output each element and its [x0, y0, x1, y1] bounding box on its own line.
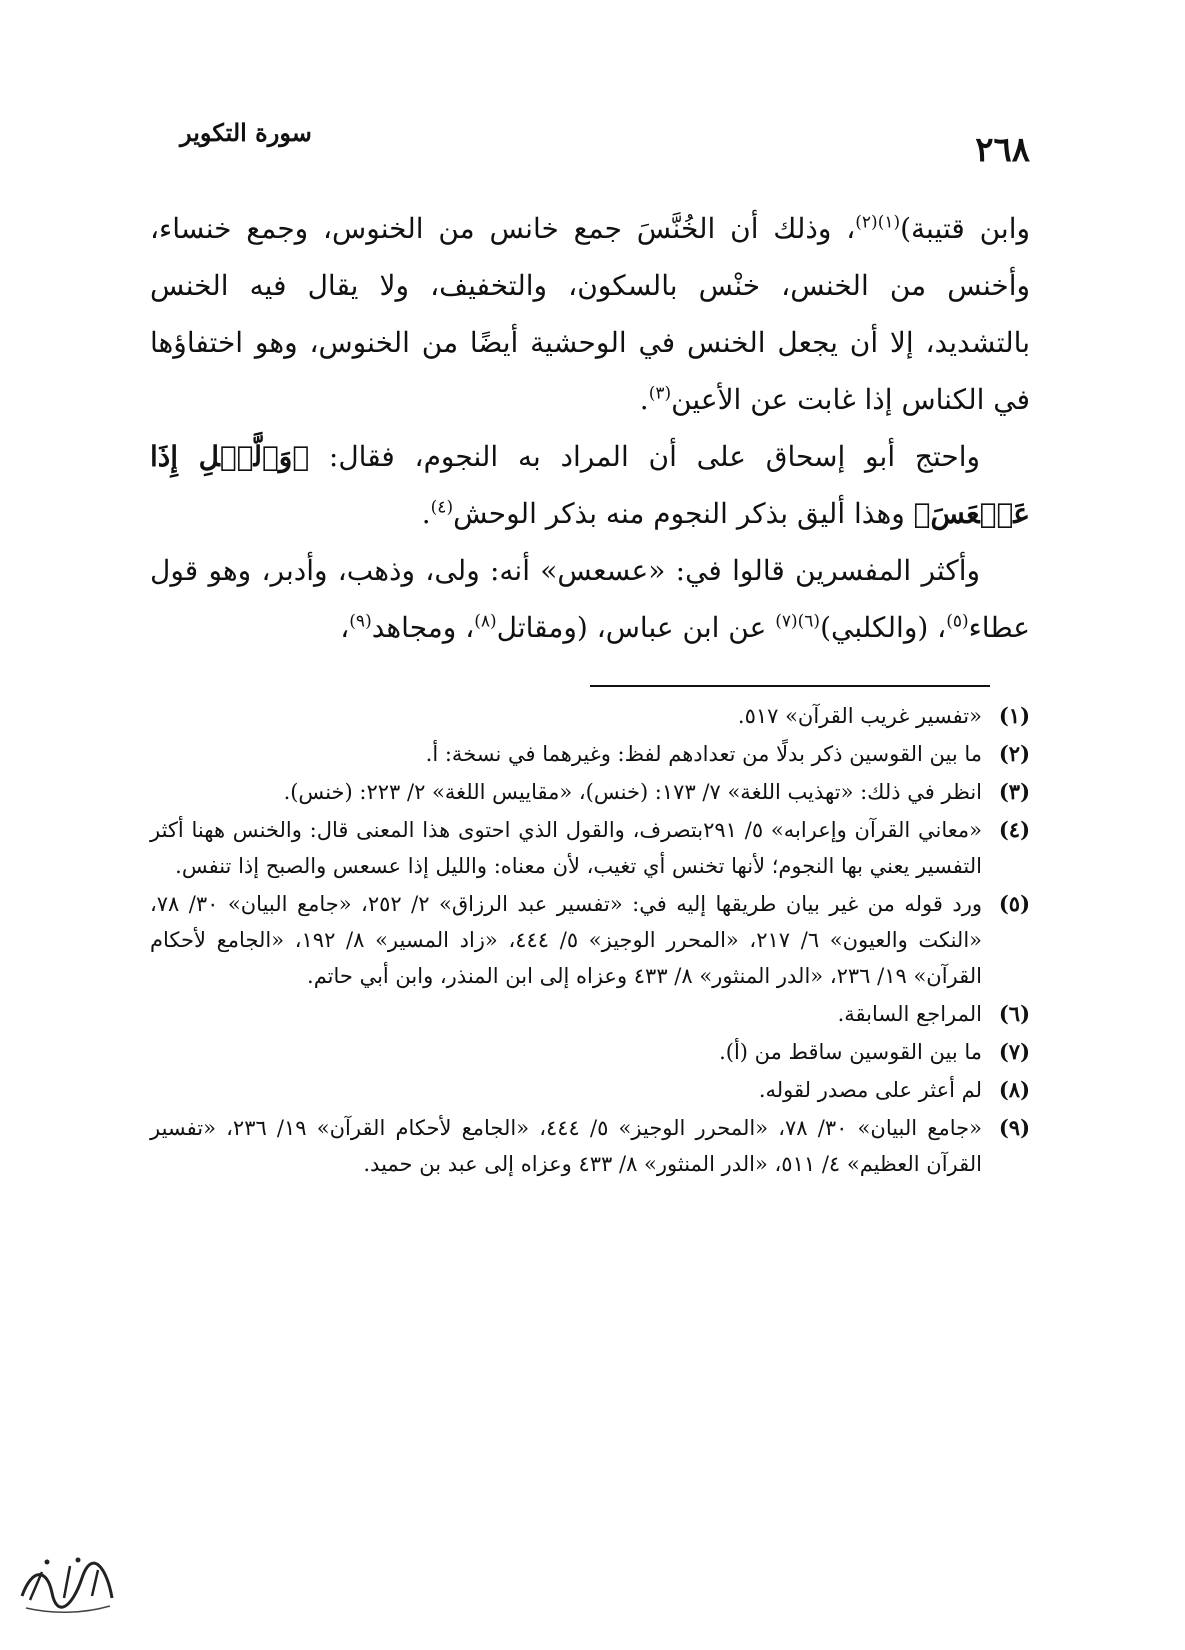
footnote-ref-6[interactable]: (٦): [797, 611, 821, 632]
footnote-ref-8[interactable]: (٨): [474, 611, 497, 632]
paragraph-text: واحتج أبو إسحاق على أن المراد به النجوم، فقال:: [309, 440, 981, 473]
paragraph-text: ، (والكلبي): [820, 611, 947, 644]
surah-title: سورة التكوير: [180, 118, 312, 147]
paragraph-text: وأكثر المفسرين قالوا في: «عسعس» أنه: ولى، وذهب، وأدبر، وهو قول عطاء: [150, 554, 1030, 644]
footnote-separator: [590, 685, 990, 687]
footnote-number: (٧): [998, 1039, 1030, 1064]
footnote-text: «جامع البيان» ٣٠/ ٧٨، «المحرر الوجيز» ٥/ ٤٤٤، «الجامع لأحكام القرآن» ١٩/ ٢٣٦، «تفسير القرآن العظيم» ٤/ ٥١١، «الدر المنثور» ٨/ ٤٣٣ وعزاه إلى عبد بن حميد.: [150, 1116, 982, 1176]
footnote-number: (١): [998, 703, 1030, 728]
footnote-text: انظر في ذلك: «تهذيب اللغة» ٧/ ١٧٣: (خنس)، «مقاييس اللغة» ٢/ ٢٢٣: (خنس).: [283, 780, 982, 804]
footnote-ref-5[interactable]: (٥): [946, 611, 969, 632]
paragraph-1: [150, 200, 1030, 428]
footnote-ref-1[interactable]: (١): [877, 212, 901, 233]
footnote-text: لم أعثر على مصدر لقوله.: [758, 1078, 982, 1102]
footnote-ref-7[interactable]: (٧): [775, 611, 798, 632]
footnote-number: (٣): [998, 779, 1030, 804]
footnote-text: «تفسير غريب القرآن» ٥١٧.: [737, 704, 982, 728]
footnote-8: [150, 1072, 1030, 1108]
paragraph-text: .: [421, 497, 431, 530]
main-text: [150, 200, 1030, 656]
footnote-1: [150, 698, 1030, 734]
footnote-7: [150, 1034, 1030, 1070]
footnotes-list: [150, 698, 1030, 1184]
footnote-ref-3[interactable]: (٣): [648, 383, 672, 404]
publisher-logo: [12, 1548, 122, 1618]
paragraph-text: عن ابن عباس، (ومقاتل: [496, 611, 776, 644]
page-header: [140, 110, 1030, 170]
footnote-number: (٦): [998, 1001, 1030, 1026]
footnote-5: [150, 886, 1030, 994]
paragraph-text: ،: [340, 611, 350, 644]
quran-verse: ﴿وَٱلَّيۡلِ إِذَا عَسۡعَسَ﴾: [150, 440, 1030, 530]
paragraph-text: ، ومجاهد: [371, 611, 475, 644]
footnote-ref-9[interactable]: (٩): [349, 611, 372, 632]
footnote-text: ورد قوله من غير بيان طريقها إليه في: «تفسير عبد الرزاق» ٢/ ٢٥٢، «جامع البيان» ٣٠/ ٧٨، «النكت والعيون» ٦/ ٢١٧، «المحرر الوجيز» ٥/ ٤٤٤، «زاد المسير» ٨/ ١٩٢، «الجامع لأحكام القرآن» ١٩/ ٢٣٦، «الدر المنثور» ٨/ ٤٣٣ وعزاه إلى ابن المنذر، وابن أبي حاتم.: [150, 892, 983, 988]
paragraph-text: ، وذلك أن الخُنَّسَ جمع خانس من الخنوس، وجمع خنساء، وأخنس من الخنس، خنْس بالسكون، والتخفيف، ولا يقال فيه الخنس بالتشديد، إلا أن يجعل الخنس في الوحشية أيضًا من الخنوس، وهو اختفاؤها في الكناس إذا غابت عن الأعين: [150, 212, 1030, 416]
footnote-6: [150, 996, 1030, 1032]
footnote-number: (٨): [998, 1077, 1030, 1102]
footnote-number: (٤): [998, 817, 1030, 842]
footnote-ref-4[interactable]: (٤): [430, 497, 454, 518]
footnote-3: [150, 774, 1030, 810]
page-number: ٢٦٨: [975, 130, 1030, 170]
footnote-number: (٩): [998, 1115, 1030, 1140]
footnote-text: المراجع السابقة.: [837, 1002, 982, 1026]
footnote-text: ما بين القوسين ساقط من (أ).: [719, 1040, 982, 1064]
footnote-text: ما بين القوسين ذكر بدلًا من تعدادهم لفظ: وغيرهما في نسخة: أ.: [425, 742, 982, 766]
paragraph-text: .: [639, 383, 649, 416]
paragraph-text: وهذا أليق بذكر النجوم منه بذكر الوحش: [453, 497, 914, 530]
footnote-2: [150, 736, 1030, 772]
footnote-4: [150, 812, 1030, 884]
footnote-ref-2[interactable]: (٢): [855, 212, 878, 233]
footnote-number: (٥): [998, 891, 1030, 916]
footnote-number: (٢): [998, 741, 1030, 766]
paragraph-text: وابن قتيبة): [900, 212, 1030, 245]
footnote-9: [150, 1110, 1030, 1182]
paragraph-3: [150, 542, 1030, 656]
paragraph-2: [150, 428, 1030, 542]
footnote-text: «معاني القرآن وإعرابه» ٥/ ٢٩١بتصرف، والقول الذي احتوى هذا المعنى قال: والخنس ههنا أكثر التفسير يعني بها النجوم؛ لأنها تخنس أي تغيب، لأن معناه: والليل إذا عسعس والصبح إذا تنفس.: [150, 818, 983, 878]
